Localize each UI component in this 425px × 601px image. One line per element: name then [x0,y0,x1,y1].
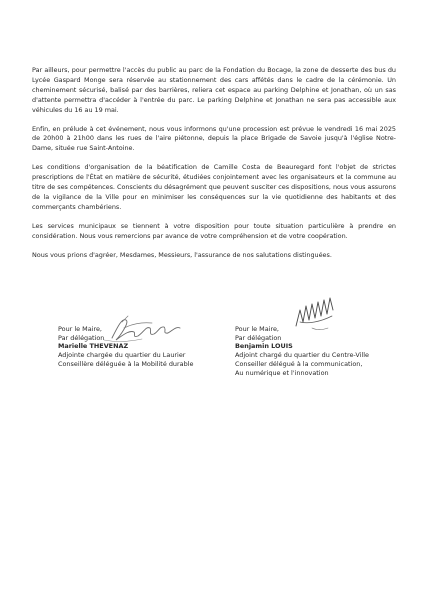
paragraph-services: Les services municipaux se tiennent à votre disposition pour toute situation particulière à prendre en considération. Nous vous remercions par avance de votre compréhension et de votre coopération. [32,221,396,240]
signature-block-left [58,325,193,369]
signatory-right-title: Pour le Maire, [235,325,279,333]
signatory-right-name: Benjamin LOUIS [235,342,293,351]
signatory-left-role: Conseillère déléguée à la Mobilité durable [58,359,194,368]
signatory-right-delegation: Par délégation [235,333,282,342]
signatory-left-name: Marielle THEVENAZ [58,342,129,351]
signature-block-right [235,325,369,377]
signatory-left-role: Adjointe chargée du quartier du Laurier [58,351,186,360]
signatory-left-delegation: Par délégation [58,333,105,342]
signatory-right-role: Conseiller délégué à la communication, [235,359,363,368]
paragraph-procession: Enfin, en prélude à cet événement, nous vous informons qu'une procession est prévue le vendredi 16 mai 2025 de 20h00 à 21h00 dans les rues de l'aire piétonne, depuis la place Brigade de Savoie jusqu'à l'église Notre-Dame, située rue Saint-Antoine. [32,124,396,153]
paragraph-closing: Nous vous prions d'agréer, Mesdames, Messieurs, l'assurance de nos salutations distinguées. [32,250,332,259]
signatory-right-role: Au numérique et l'innovation [235,368,329,377]
signatory-right-role: Adjoint chargé du quartier du Centre-Ville [235,351,369,360]
paragraph-parking: Par ailleurs, pour permettre l'accès du public au parc de la Fondation du Bocage, la zone de desserte des bus du Lycée Gaspard Monge sera réservée au stationnement des cars affétés dans le cadre de la cérémonie. Un cheminement sécurisé, balisé par des barrières, reliera cet espace au parking Delphine et Jonathan, où un sas d'attente permettra d'accéder à l'entrée du parc. Le parking Delphine et Jonathan ne sera pas accessible aux véhicules du 16 au 19 mai. [32,66,396,114]
signatory-left-title: Pour le Maire, [58,325,102,333]
paragraph-security: Les conditions d'organisation de la béatification de Camille Costa de Beauregard font l'objet de strictes prescriptions de l'État en matière de sécurité, étudiées conjointement avec les organisateurs et la commune au titre de ses compétences. Conscients du désagrément que peuvent susciter ces dispositions, nous vous assurons de la vigilance de la Ville pour en minimiser les conséquences sur la vie quotidienne des habitants et des commerçants chambériens. [32,163,396,211]
letter-body [32,66,396,270]
